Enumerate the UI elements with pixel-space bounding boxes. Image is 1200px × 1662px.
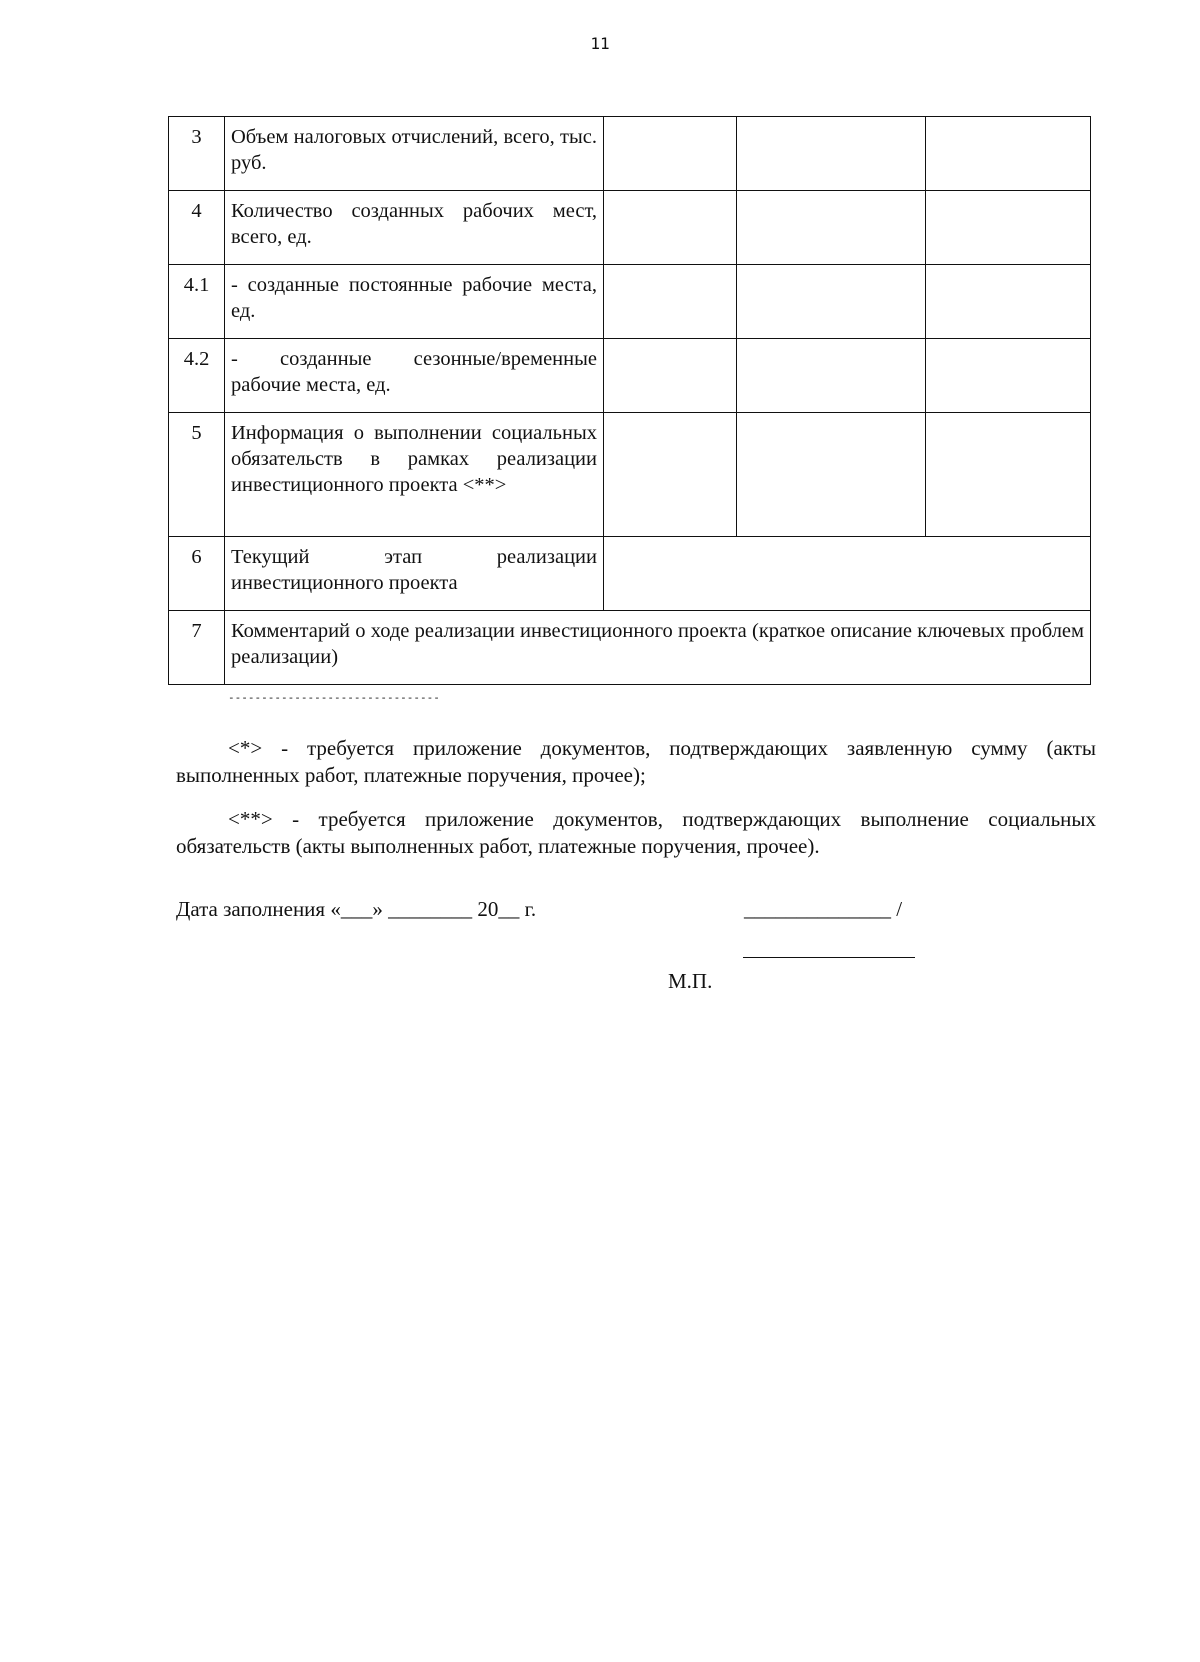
table-row <box>169 117 1091 191</box>
row-number: 7 <box>169 611 225 685</box>
row-label: - созданные сезонные/временные рабочие места, ед. <box>225 339 604 413</box>
value-cell[interactable] <box>926 265 1091 339</box>
seal-underline <box>743 957 915 958</box>
row-label: Текущий этап реализации инвестиционного проекта <box>225 537 604 611</box>
footnote-separator: -------------------------------- <box>228 691 440 704</box>
value-cell[interactable] <box>737 413 926 537</box>
table-row <box>169 413 1091 537</box>
table-row <box>169 537 1091 611</box>
value-cell[interactable] <box>737 191 926 265</box>
row-number: 4.2 <box>169 339 225 413</box>
footnote-2: <**> - требуется приложение документов, подтверждающих выполнение социальных обязательств (акты выполненных работ, платежные поручения, прочее). <box>176 807 1096 858</box>
report-table <box>168 116 1091 685</box>
value-cell[interactable] <box>926 339 1091 413</box>
row-label: Информация о выполнении социальных обязательств в рамках реализации инвестиционного проекта <**> <box>225 413 604 537</box>
row-label: Количество созданных рабочих мест, всего, ед. <box>225 191 604 265</box>
page-number: 11 <box>590 34 610 53</box>
row-number: 6 <box>169 537 225 611</box>
seal-label: М.П. <box>668 969 713 993</box>
value-cell[interactable] <box>604 537 1091 611</box>
row-number: 3 <box>169 117 225 191</box>
value-cell[interactable] <box>604 339 737 413</box>
row-label: Объем налоговых отчислений, всего, тыс. руб. <box>225 117 604 191</box>
value-cell[interactable] <box>737 117 926 191</box>
table-row <box>169 611 1091 685</box>
row-number: 4 <box>169 191 225 265</box>
value-cell[interactable] <box>926 413 1091 537</box>
value-cell[interactable] <box>604 265 737 339</box>
table-row <box>169 339 1091 413</box>
table-row <box>169 191 1091 265</box>
value-cell[interactable] <box>737 339 926 413</box>
row-label: - созданные постоянные рабочие места, ед. <box>225 265 604 339</box>
footnote-1: <*> - требуется приложение документов, подтверждающих заявленную сумму (акты выполненных работ, платежные поручения, прочее); <box>176 736 1096 787</box>
row-number: 4.1 <box>169 265 225 339</box>
value-cell[interactable] <box>604 117 737 191</box>
value-cell[interactable] <box>926 191 1091 265</box>
value-cell[interactable] <box>926 117 1091 191</box>
date-of-filling: Дата заполнения «___» ________ 20__ г. <box>176 897 537 921</box>
value-cell[interactable] <box>604 413 737 537</box>
value-cell[interactable] <box>604 191 737 265</box>
signature-line: ______________ / <box>744 897 903 921</box>
table-row <box>169 265 1091 339</box>
row-number: 5 <box>169 413 225 537</box>
row-label: Комментарий о ходе реализации инвестиционного проекта (краткое описание ключевых проблем реализации) <box>225 611 1091 685</box>
value-cell[interactable] <box>737 265 926 339</box>
